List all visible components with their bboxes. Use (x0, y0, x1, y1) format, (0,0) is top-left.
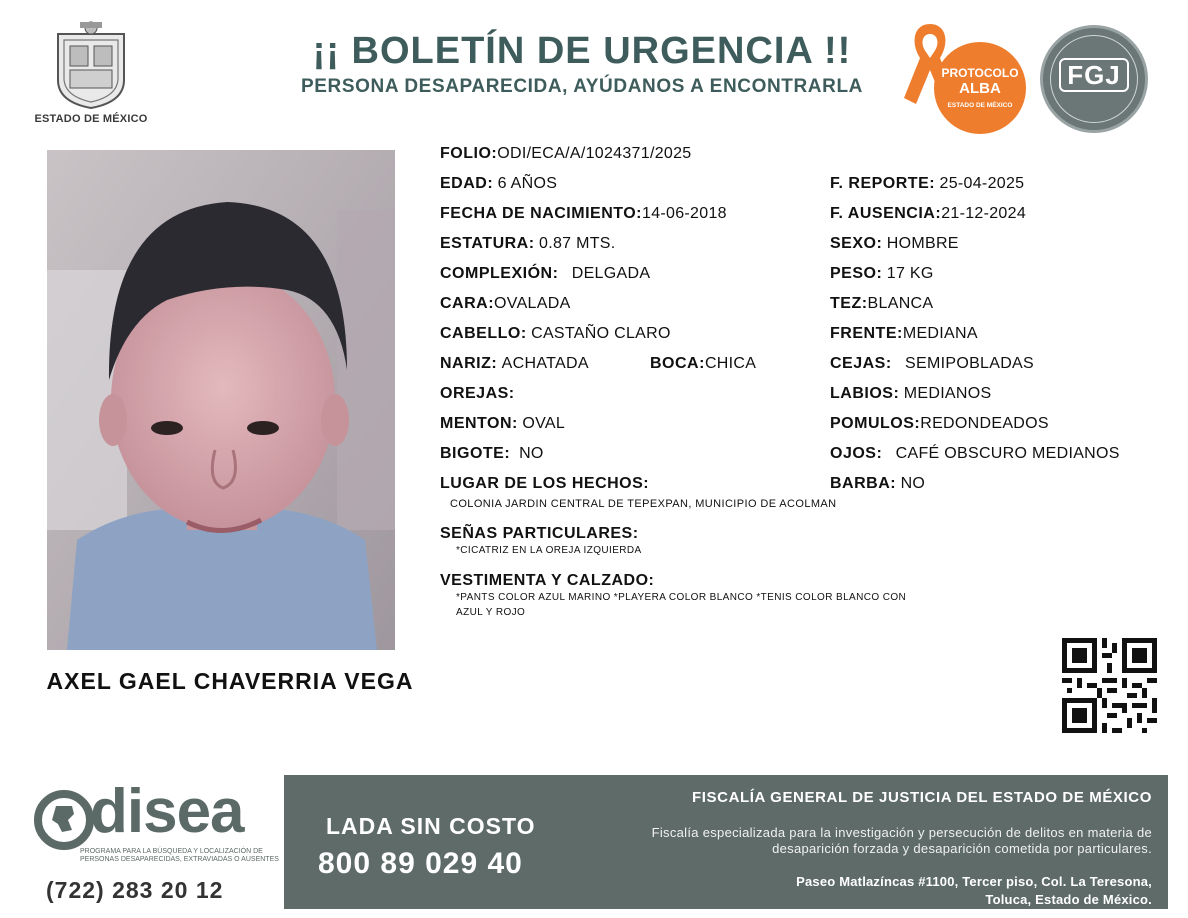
ojos-label: OJOS: (830, 445, 883, 462)
alba-line-3: ESTADO DE MÉXICO (947, 102, 1013, 109)
field-cara (440, 295, 571, 313)
photo-illustration (47, 150, 395, 650)
peso-value: 17 KG (886, 265, 934, 282)
field-folio (440, 145, 692, 163)
field-cejas (830, 355, 1034, 373)
field-f-reporte (830, 175, 1024, 193)
f-reporte-label: F. REPORTE: (830, 175, 936, 192)
menton-label: MENTON: (440, 415, 518, 432)
field-cabello (440, 325, 671, 343)
sexo-label: SEXO: (830, 235, 883, 252)
sexo-value: HOMBRE (886, 235, 959, 252)
peso-label: PESO: (830, 265, 883, 282)
f-ausencia-label: F. AUSENCIA: (830, 205, 942, 222)
person-name: AXEL GAEL CHAVERRIA VEGA (46, 668, 414, 694)
estatura-value: 0.87 MTS. (539, 235, 616, 252)
field-complexion (440, 265, 650, 283)
odisea-map-pin-icon (34, 790, 94, 852)
alba-line-2: ALBA (959, 80, 1001, 97)
missing-person-photo (47, 150, 395, 650)
address-line-2: Toluca, Estado de México. (985, 892, 1152, 907)
barba-label: BARBA: (830, 475, 897, 492)
pomulos-value: REDONDEADOS (920, 415, 1049, 432)
folio-label: FOLIO: (440, 145, 498, 162)
alba-line-1: PROTOCOLO (941, 66, 1019, 80)
institution-name: FISCALÍA GENERAL DE JUSTICIA DEL ESTADO DE MÉXICO (692, 789, 1152, 806)
cabello-label: CABELLO: (440, 325, 527, 342)
vestimenta-line-2: AZUL Y ROJO (456, 607, 526, 618)
field-frente (830, 325, 978, 343)
field-peso (830, 265, 934, 283)
f-reporte-value: 25-04-2025 (939, 175, 1025, 192)
nariz-value: ACHATADA (501, 355, 589, 372)
protocolo-alba-logo (900, 20, 1030, 132)
field-barba (830, 475, 925, 493)
odisea-logo (34, 777, 279, 878)
bulletin-subtitle: PERSONA DESAPARECIDA, AYÚDANOS A ENCONTRARLA (301, 76, 863, 97)
field-estatura (440, 235, 616, 253)
lada-label: LADA SIN COSTO (326, 813, 536, 839)
field-nariz (440, 355, 589, 373)
labios-label: LABIOS: (830, 385, 900, 402)
field-menton (440, 415, 565, 433)
bulletin-title: ¡¡ BOLETÍN DE URGENCIA !! (312, 30, 852, 72)
odisea-phone[interactable]: (722) 283 20 12 (46, 877, 224, 903)
field-fecha-nacimiento (440, 205, 727, 223)
field-lugar (440, 475, 649, 493)
field-ojos (830, 445, 1120, 463)
cejas-label: CEJAS: (830, 355, 892, 372)
fgj-logo-text: FGJ (1043, 58, 1145, 92)
alba-badge (934, 42, 1026, 134)
footer-bar (284, 775, 1168, 909)
cejas-value: SEMIPOBLADAS (905, 355, 1035, 372)
state-label: ESTADO DE MÉXICO (34, 113, 148, 125)
frente-value: MEDIANA (902, 325, 978, 342)
institution-address (592, 873, 1152, 909)
lugar-label: LUGAR DE LOS HECHOS: (440, 475, 650, 492)
institution-description: Fiscalía especializada para la investigación y persecución de delitos en materia de desaparición forzada y desaparición cometida por particulares. (651, 825, 1152, 856)
odisea-wordmark: disea (90, 777, 244, 846)
barba-value: NO (900, 475, 926, 492)
menton-value: OVAL (522, 415, 566, 432)
labios-value: MEDIANOS (903, 385, 992, 402)
field-f-ausencia (830, 205, 1026, 223)
boca-value: CHICA (704, 355, 757, 372)
cara-value: OVALADA (494, 295, 571, 312)
qr-code-icon[interactable] (1062, 638, 1157, 733)
edad-label: EDAD: (440, 175, 494, 192)
address-line-1: Paseo Matlazíncas #1100, Tercer piso, Col. La Teresona, (796, 874, 1152, 889)
field-pomulos (830, 415, 1049, 433)
bigote-label: BIGOTE: (440, 445, 511, 462)
complexion-label: COMPLEXIÓN: (440, 265, 559, 282)
vestimenta-line-1: *PANTS COLOR AZUL MARINO *PLAYERA COLOR BLANCO *TENIS COLOR BLANCO CON (456, 592, 907, 603)
tez-value: BLANCA (867, 295, 934, 312)
fecha-nacimiento-value: 14-06-2018 (642, 205, 727, 222)
field-sexo (830, 235, 959, 253)
cara-label: CARA: (440, 295, 495, 312)
tez-label: TEZ: (830, 295, 868, 312)
lada-number[interactable]: 800 89 029 40 (318, 847, 523, 880)
folio-value: ODI/ECA/A/1024371/2025 (497, 145, 692, 162)
field-tez (830, 295, 933, 313)
f-ausencia-value: 21-12-2024 (941, 205, 1027, 222)
field-edad (440, 175, 557, 193)
estatura-label: ESTATURA: (440, 235, 535, 252)
fecha-nacimiento-label: FECHA DE NACIMIENTO: (440, 205, 642, 222)
nariz-label: NARIZ: (440, 355, 498, 372)
odisea-description: PROGRAMA PARA LA BÚSQUEDA Y LOCALIZACIÓN DE PERSONAS DESAPARECIDAS, EXTRAVIADAS O AUSENTES (80, 848, 279, 863)
edad-value: 6 AÑOS (497, 175, 558, 192)
field-boca (650, 355, 756, 373)
bigote-value: NO (519, 445, 544, 462)
vestimenta-label: VESTIMENTA Y CALZADO: (440, 572, 655, 589)
fgj-logo (1040, 25, 1148, 133)
ojos-value: CAFÉ OBSCURO MEDIANOS (895, 445, 1120, 462)
senas-label: SEÑAS PARTICULARES: (440, 525, 639, 542)
senas-value: *CICATRIZ EN LA OREJA IZQUIERDA (456, 545, 642, 556)
lugar-value: COLONIA JARDIN CENTRAL DE TEPEXPAN, MUNICIPIO DE ACOLMAN (450, 498, 837, 510)
complexion-value: DELGADA (571, 265, 651, 282)
frente-label: FRENTE: (830, 325, 903, 342)
field-labios (830, 385, 991, 403)
pomulos-label: POMULOS: (830, 415, 921, 432)
cabello-value: CASTAÑO CLARO (531, 325, 671, 342)
boca-label: BOCA: (650, 355, 705, 372)
estado-de-mexico-seal-icon (50, 20, 132, 110)
field-orejas (440, 385, 515, 403)
field-bigote (440, 445, 544, 463)
orejas-label: OREJAS: (440, 385, 515, 402)
